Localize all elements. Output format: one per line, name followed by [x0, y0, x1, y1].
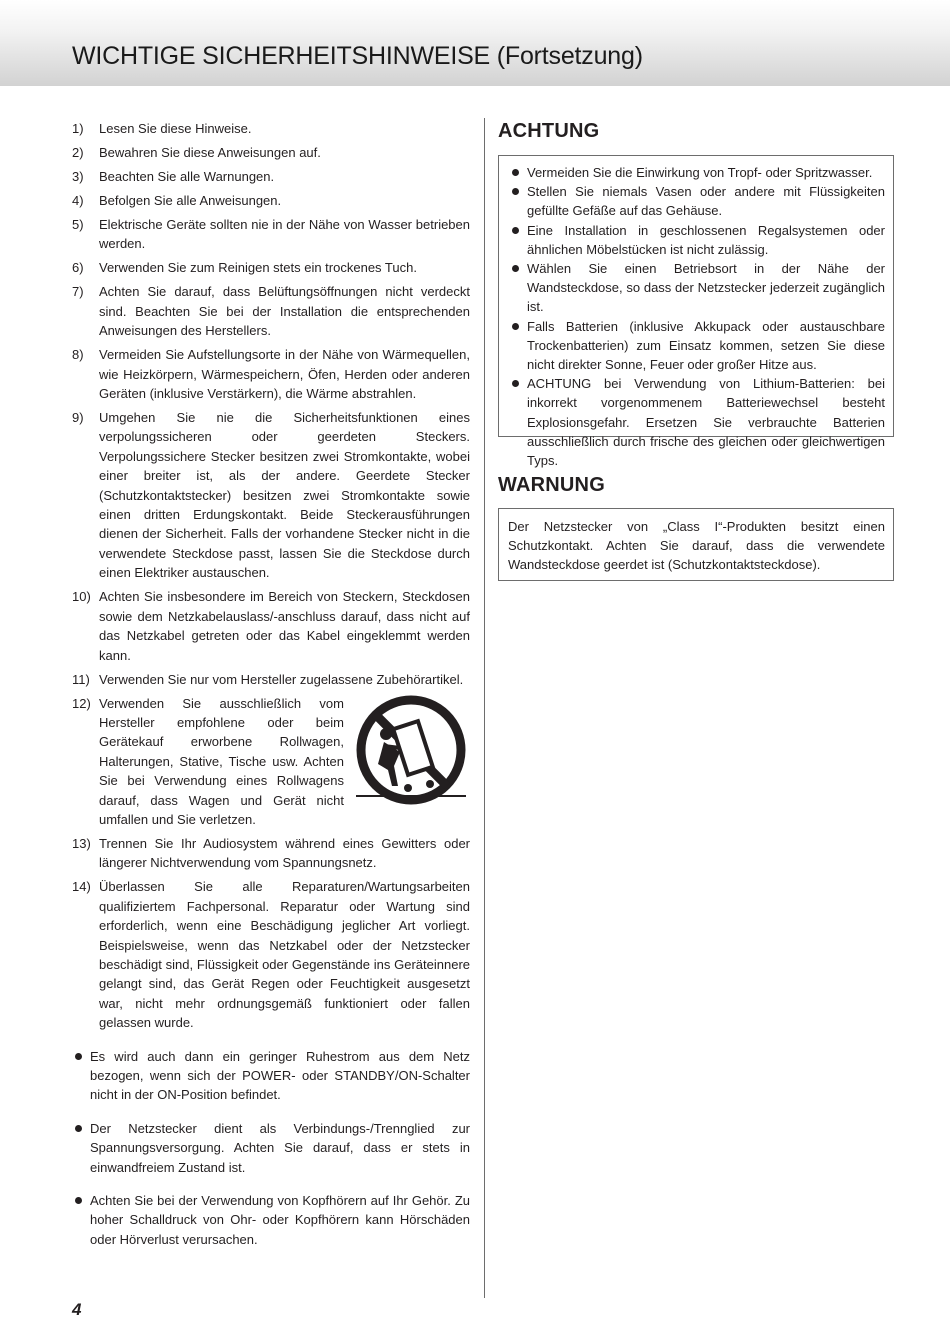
notes-list — [72, 1047, 470, 1250]
instruction-item — [72, 345, 470, 403]
achtung-text: Vermeiden Sie die Einwirkung von Tropf- oder Spritzwasser. — [527, 165, 873, 180]
note-text: Der Netzstecker dient als Verbindungs-/Trennglied zur Spannungsversorgung. Achten Sie darauf, dass er stets in einwandfreiem Zustand ist. — [90, 1120, 470, 1175]
achtung-text: ACHTUNG bei Verwendung von Lithium-Batterien: bei inkorrekt vorgenommenem Batteriewechsel besteht Explosionsgefahr. Ersetzen Sie verbrauchte Batterien ausschließlich durch frische des gleichen oder gleichwertigen Typs. — [527, 376, 885, 469]
instruction-item — [72, 167, 470, 186]
instruction-item — [72, 670, 470, 689]
instruction-item — [72, 143, 470, 162]
instruction-item — [72, 408, 470, 583]
instruction-text: Umgehen Sie nie die Sicherheitsfunktionen eines verpolungssicheren oder geerdeten Steckers. Verpolungssichere Stecker besitzen zwei Stromkontakte, wobei einer breiter ist, als der andere. Geerdete Stecker (Schutzkontaktstecker) besitzen zwei Stromkontakte sowie einen dritten Erdungskontakt. Beide Steckerausführungen dienen der Sicherheit. Falls der vorhandene Stecker nicht in die verwendete Steckdose passt, lassen Sie die Steckdose durch einen Elektriker austauschen. — [99, 410, 470, 581]
instruction-item — [72, 258, 470, 277]
instructions-column — [72, 119, 470, 1249]
instruction-number: 12) — [72, 695, 91, 711]
bullet-icon — [72, 1047, 90, 1105]
column-divider — [484, 118, 485, 1298]
instruction-number: 2) — [72, 145, 84, 160]
note-item — [72, 1191, 470, 1249]
instruction-number: 6) — [72, 260, 84, 276]
bullet-icon — [72, 1119, 90, 1177]
instruction-number: 14) — [72, 879, 91, 895]
instruction-item — [72, 282, 470, 340]
instruction-text: Verwenden Sie zum Reinigen stets ein trockenes Tuch. — [99, 260, 417, 276]
instruction-number: 9) — [72, 410, 84, 426]
page-number: 4 — [72, 1300, 82, 1319]
instruction-text: Verwenden Sie ausschließlich vom Hersteller empfohlene oder beim Gerätekauf erworbene Rollwagen, Halterungen, Stative, Tische usw. Achten Sie bei Verwendung eines Rollwagens darauf, dass Wagen und Gerät nicht umfallen und Sie verletzen. — [99, 695, 344, 827]
bullet-icon — [509, 182, 527, 220]
achtung-item — [509, 182, 885, 220]
achtung-item — [509, 163, 885, 182]
instruction-text: Beachten Sie alle Warnungen. — [99, 169, 275, 184]
instruction-text: Achten Sie insbesondere im Bereich von Steckern, Steckdosen sowie dem Netzkabelauslass/-anschluss darauf, dass nicht auf das Netzkabel getreten oder das Kabel eingeklemmt werden kann. — [99, 589, 470, 663]
note-text: Es wird auch dann ein geringer Ruhestrom aus dem Netz bezogen, wenn sich der POWER- oder STANDBY/ON-Schalter nicht in der ON-Position befindet. — [90, 1048, 470, 1103]
instruction-number: 4) — [72, 193, 84, 208]
instruction-number: 8) — [72, 347, 84, 363]
instruction-item — [72, 587, 470, 665]
instruction-text: Befolgen Sie alle Anweisungen. — [99, 193, 282, 208]
instruction-number: 11) — [72, 671, 90, 687]
achtung-box — [498, 155, 894, 469]
bullet-icon — [509, 163, 527, 182]
instruction-text: Bewahren Sie diese Anweisungen auf. — [99, 145, 321, 160]
achtung-item — [509, 374, 885, 470]
cart-tip-over-warning-icon — [348, 694, 470, 812]
instruction-text: Lesen Sie diese Hinweise. — [99, 121, 252, 136]
bullet-icon — [509, 221, 527, 259]
instruction-item — [72, 215, 470, 254]
instruction-number: 10) — [72, 589, 91, 605]
instruction-number: 3) — [72, 169, 84, 184]
note-item — [72, 1119, 470, 1177]
note-text: Achten Sie bei der Verwendung von Kopfhörern auf Ihr Gehör. Zu hoher Schalldruck von Ohr- oder Kopfhörern kann Hörschäden oder Hörverlust verursachen. — [90, 1193, 470, 1247]
bullet-icon — [509, 374, 527, 470]
warnung-heading: WARNUNG — [498, 474, 605, 496]
instruction-text: Elektrische Geräte sollten nie in der Nähe von Wasser betrieben werden. — [99, 217, 470, 252]
instruction-text: Überlassen Sie alle Reparaturen/Wartungsarbeiten qualifiziertem Fachpersonal. Reparatur oder Wartung sind erforderlich, wenn eine Beschädigung jeglicher Art vorliegt. Beispielsweise, wenn das Netzkabel oder der Netzstecker beschädigt sind, Flüssigkeit oder Gegenstände ins Geräteinnere gelangt sind, das Gerät Regen oder Feuchtigkeit ausgesetzt war, nicht mehr ordnungsgemäß funktioniert oder fallen gelassen wurde. — [99, 879, 470, 1031]
instruction-number: 1) — [72, 121, 84, 136]
achtung-heading: ACHTUNG — [498, 120, 600, 142]
achtung-item — [509, 221, 885, 259]
achtung-text: Wählen Sie einen Betriebsort in der Nähe der Wandsteckdose, so dass der Netzstecker jederzeit zugänglich ist. — [527, 261, 885, 315]
instruction-text: Trennen Sie Ihr Audiosystem während eines Gewitters oder längerer Nichtverwendung vom Spannungsnetz. — [99, 835, 470, 871]
instruction-text: Vermeiden Sie Aufstellungsorte in der Nähe von Wärmequellen, wie Heizkörpern, Wärmespeichern, Öfen, Herden oder anderen Geräten (inklusive Verstärkern), die Wärme abstrahlen. — [99, 347, 470, 402]
achtung-text: Eine Installation in geschlossenen Regalsystemen oder ähnlichen Möbelstücken ist nicht zulässig. — [527, 222, 885, 257]
instruction-number: 5) — [72, 217, 84, 232]
bullet-icon — [509, 259, 527, 317]
bullet-icon — [72, 1191, 90, 1249]
achtung-text: Stellen Sie niemals Vasen oder andere mit Flüssigkeiten gefüllte Gefäße auf das Gehäuse. — [527, 184, 885, 219]
note-item — [72, 1047, 470, 1105]
instruction-number: 7) — [72, 284, 84, 300]
warnung-box — [498, 508, 894, 581]
instruction-item — [72, 191, 470, 210]
achtung-item — [509, 259, 885, 317]
instruction-item — [72, 119, 470, 138]
instruction-number: 13) — [72, 835, 91, 851]
bullet-icon — [509, 317, 527, 375]
instruction-item — [72, 834, 470, 873]
page-title: WICHTIGE SICHERHEITSHINWEISE (Fortsetzung) — [72, 42, 643, 70]
instruction-item — [72, 694, 470, 830]
warnung-text: Der Netzstecker von „Class I“-Produkten besitzt einen Schutzkontakt. Achten Sie darauf, dass die verwendete Wandsteckdose geerdet ist (Schutzkontaktsteckdose). — [508, 519, 885, 573]
achtung-text: Falls Batterien (inklusive Akkupack oder austauschbare Trockenbatterien) zum Einsatz kommen, setzen Sie diese nicht direkter Sonne, Feuer oder großer Hitze aus. — [527, 318, 885, 373]
instruction-text: Verwenden Sie nur vom Hersteller zugelassene Zubehörartikel. — [99, 671, 464, 687]
achtung-item — [509, 317, 885, 375]
instruction-text: Achten Sie darauf, dass Belüftungsöffnungen nicht verdeckt sind. Beachten Sie bei der Installation die entsprechenden Anweisungen des Herstellers. — [99, 284, 470, 339]
instruction-item — [72, 877, 470, 1032]
